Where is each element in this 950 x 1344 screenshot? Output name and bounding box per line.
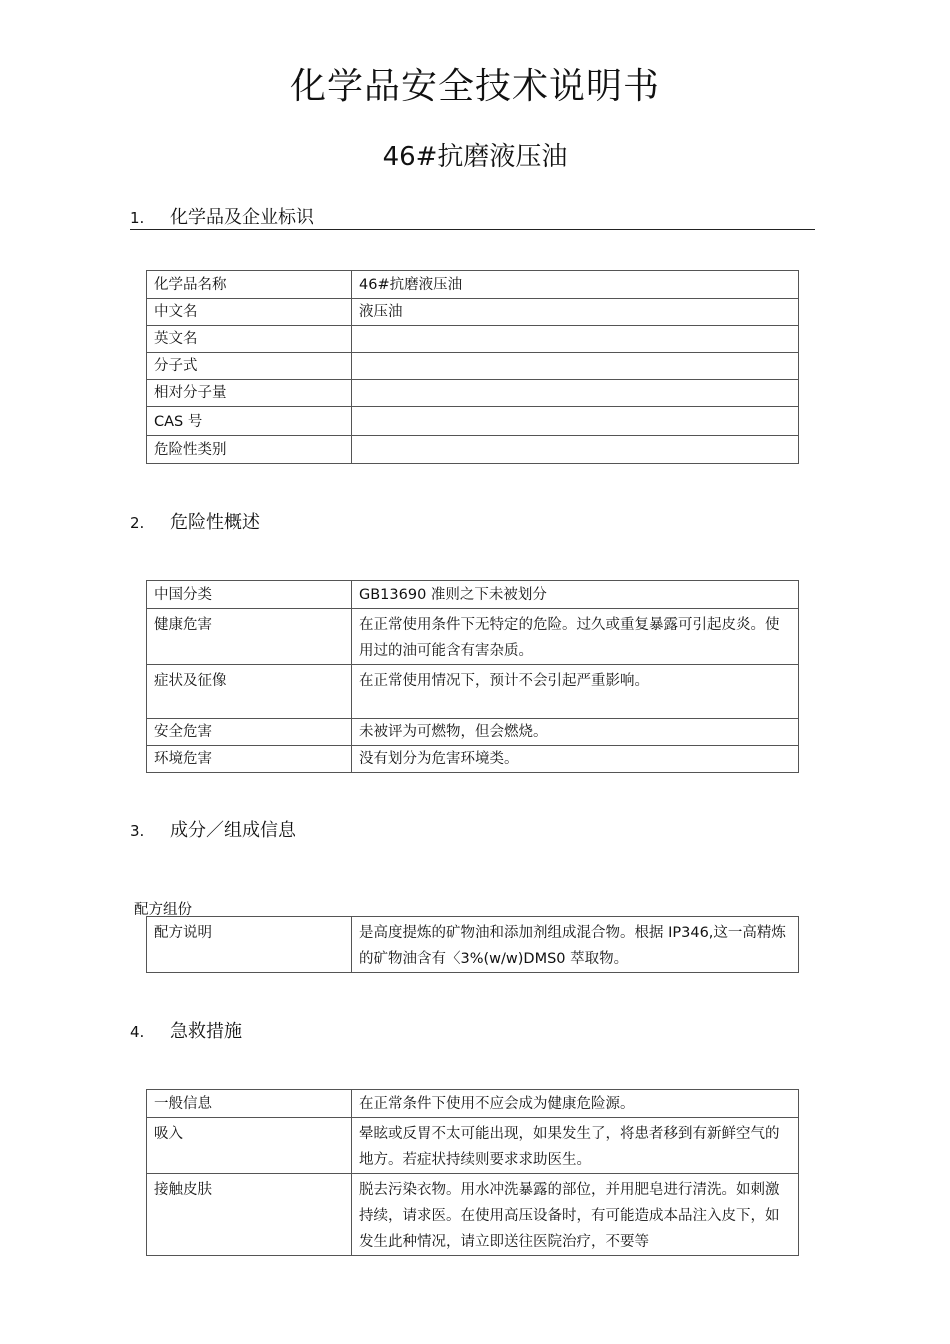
row-label: 吸入 bbox=[147, 1118, 352, 1174]
formula-components-label: 配方组份 bbox=[134, 902, 192, 918]
section-1-heading bbox=[130, 203, 815, 230]
row-value: 在正常使用情况下，预计不会引起严重影响。 bbox=[352, 665, 799, 719]
table-row bbox=[147, 746, 799, 773]
row-value bbox=[352, 436, 799, 464]
section-title: 成分／组成信息 bbox=[170, 820, 296, 841]
table-row bbox=[147, 380, 799, 407]
row-label: 一般信息 bbox=[147, 1090, 352, 1118]
row-value: 晕眩或反胃不太可能出现，如果发生了，将患者移到有新鲜空气的地方。若症状持续则要求求助医生。 bbox=[352, 1118, 799, 1174]
section-title: 急救措施 bbox=[170, 1021, 242, 1042]
row-label: 分子式 bbox=[147, 353, 352, 380]
table-row bbox=[147, 436, 799, 464]
table-row bbox=[147, 271, 799, 299]
row-label: 中国分类 bbox=[147, 581, 352, 609]
row-label: 化学品名称 bbox=[147, 271, 352, 299]
section-3-heading bbox=[130, 816, 296, 842]
row-value: 是高度提炼的矿物油和添加剂组成混合物。根据 IP346,这一高精炼的矿物油含有〈3%(w/w)DMS0 萃取物。 bbox=[352, 917, 799, 973]
composition-table bbox=[146, 916, 799, 973]
table-row bbox=[147, 665, 799, 719]
row-label: CAS 号 bbox=[147, 407, 352, 436]
table-row bbox=[147, 609, 799, 665]
section-title: 化学品及企业标识 bbox=[170, 207, 314, 228]
row-value: 在正常使用条件下无特定的危险。过久或重复暴露可引起皮炎。使用过的油可能含有害杂质。 bbox=[352, 609, 799, 665]
row-label: 配方说明 bbox=[147, 917, 352, 973]
product-name-heading: 46#抗磨液压油 bbox=[382, 142, 568, 172]
section-title: 危险性概述 bbox=[170, 512, 260, 533]
section-number: 4. bbox=[130, 1023, 145, 1041]
row-value: 在正常条件下使用不应会成为健康危险源。 bbox=[352, 1090, 799, 1118]
row-label: 相对分子量 bbox=[147, 380, 352, 407]
section-2-heading bbox=[130, 508, 260, 534]
row-label: 症状及征像 bbox=[147, 665, 352, 719]
table-row bbox=[147, 407, 799, 436]
row-label: 危险性类别 bbox=[147, 436, 352, 464]
table-row bbox=[147, 581, 799, 609]
row-value bbox=[352, 407, 799, 436]
table-row bbox=[147, 917, 799, 973]
row-value: GB13690 准则之下未被划分 bbox=[352, 581, 799, 609]
identification-table bbox=[146, 270, 799, 464]
document-title: 化学品安全技术说明书 bbox=[289, 66, 660, 107]
table-row bbox=[147, 1174, 799, 1256]
row-label: 健康危害 bbox=[147, 609, 352, 665]
table-row bbox=[147, 326, 799, 353]
row-label: 英文名 bbox=[147, 326, 352, 353]
row-value: 没有划分为危害环境类。 bbox=[352, 746, 799, 773]
row-value bbox=[352, 380, 799, 407]
row-value: 46#抗磨液压油 bbox=[352, 271, 799, 299]
section-4-heading bbox=[130, 1017, 242, 1043]
first-aid-table bbox=[146, 1089, 799, 1256]
row-value: 未被评为可燃物，但会燃烧。 bbox=[352, 719, 799, 746]
section-number: 3. bbox=[130, 822, 145, 840]
section-number: 1. bbox=[130, 209, 145, 227]
table-row bbox=[147, 299, 799, 326]
table-row bbox=[147, 719, 799, 746]
row-label: 安全危害 bbox=[147, 719, 352, 746]
row-value: 液压油 bbox=[352, 299, 799, 326]
row-label: 中文名 bbox=[147, 299, 352, 326]
row-value bbox=[352, 353, 799, 380]
row-value: 脱去污染衣物。用水冲洗暴露的部位，并用肥皂进行清洗。如刺激持续，请求医。在使用高压设备时，有可能造成本品注入皮下，如发生此种情况，请立即送往医院治疗，不要等 bbox=[352, 1174, 799, 1256]
section-number: 2. bbox=[130, 514, 145, 532]
table-row bbox=[147, 353, 799, 380]
hazard-table bbox=[146, 580, 799, 773]
row-value bbox=[352, 326, 799, 353]
table-row bbox=[147, 1090, 799, 1118]
row-label: 环境危害 bbox=[147, 746, 352, 773]
table-row bbox=[147, 1118, 799, 1174]
row-label: 接触皮肤 bbox=[147, 1174, 352, 1256]
